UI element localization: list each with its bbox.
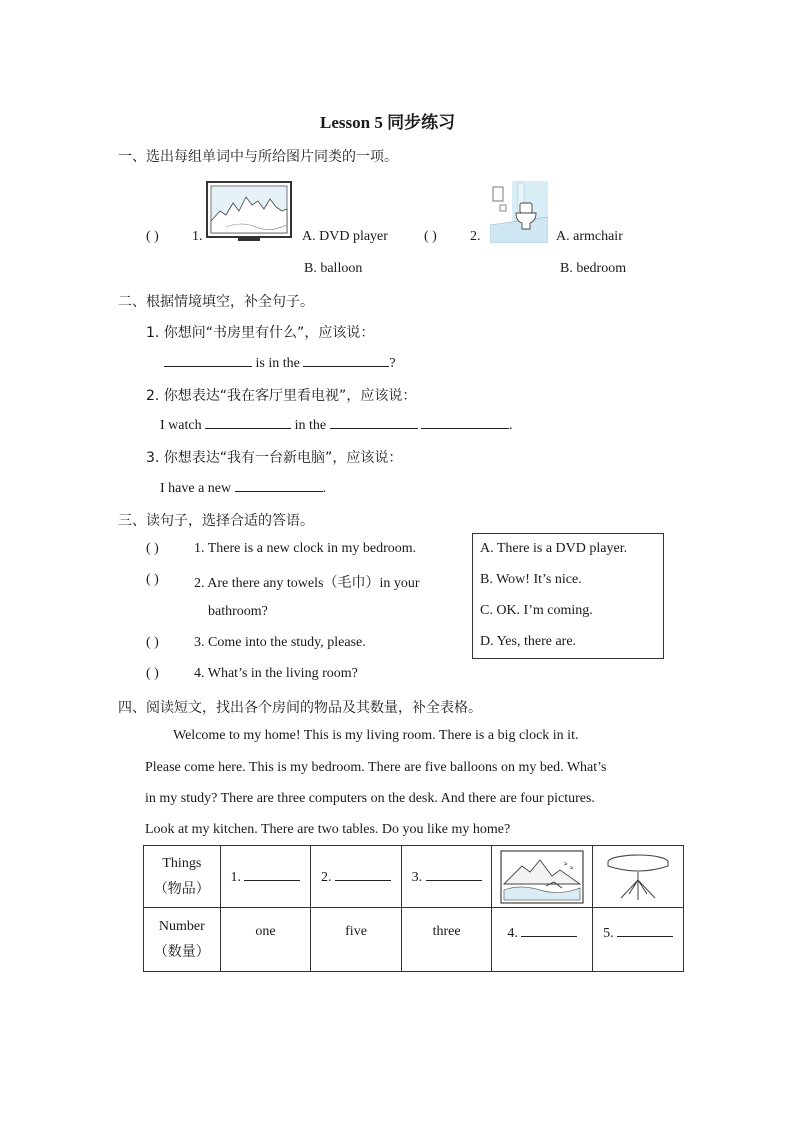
tv-picture — [206, 181, 292, 243]
passage-line-1: Welcome to my home! This is my living room. There is a big clock in it. — [173, 728, 579, 743]
answer-blank[interactable] — [205, 416, 291, 429]
blank-number: 4. — [507, 926, 518, 941]
number-header: Number — [158, 918, 205, 934]
table-cell — [220, 908, 311, 972]
q3-item-2: 2. Are there any towels（毛巾）in your — [194, 576, 420, 591]
q3-paren: ( ) — [146, 572, 159, 587]
q2-2-mid: in the — [294, 418, 327, 433]
table-cell — [401, 846, 492, 908]
picture-icon — [500, 850, 584, 904]
q1-1-option-a: A. DVD player — [302, 229, 388, 244]
passage-line-2: Please come here. This is my bedroom. There are five balloons on my bed. What’s — [145, 760, 607, 775]
q2-2-end: . — [509, 418, 513, 433]
answer-options-box — [472, 533, 664, 659]
q1-1-option-b: B. balloon — [304, 261, 363, 276]
page-title: Lesson 5 同步练习 — [320, 113, 456, 132]
table-icon — [603, 850, 673, 904]
answer-option-a: A. There is a DVD player. — [480, 541, 628, 556]
answer-blank[interactable] — [303, 354, 389, 367]
table-cell — [593, 846, 684, 908]
blank-number: 2. — [321, 869, 332, 885]
table-row — [144, 846, 684, 908]
answer-blank[interactable] — [426, 868, 482, 881]
number-header-cell — [144, 908, 221, 972]
q3-paren: ( ) — [146, 635, 159, 650]
bathroom-picture — [490, 181, 548, 243]
q2-2-prompt: 2. 你想表达“我在客厅里看电视”，应该说： — [146, 388, 417, 404]
section-2-heading: 二、根据情境填空，补全句子。 — [118, 294, 314, 310]
things-number-table — [143, 845, 684, 972]
q3-paren: ( ) — [146, 666, 159, 681]
q2-1-mid: is in the — [255, 356, 300, 371]
q3-paren: ( ) — [146, 541, 159, 556]
q2-3-start: I have a new — [160, 481, 232, 496]
q1-2-number: 2. — [470, 229, 481, 244]
table-cell — [311, 846, 402, 908]
answer-blank[interactable] — [164, 354, 252, 367]
number-value: five — [345, 924, 367, 939]
answer-blank[interactable] — [335, 868, 391, 881]
table-cell — [593, 908, 684, 972]
q1-2-paren: ( ) — [424, 229, 437, 244]
blank-number: 3. — [411, 869, 423, 885]
q1-2-option-b: B. bedroom — [560, 261, 627, 276]
answer-blank[interactable] — [235, 479, 323, 492]
q3-item-2-continued: bathroom? — [208, 604, 268, 619]
table-cell — [492, 908, 593, 972]
q1-1-paren: ( ) — [146, 229, 159, 244]
answer-option-c: C. OK. I’m coming. — [480, 603, 593, 618]
blank-number: 5. — [603, 926, 614, 941]
q2-3-prompt: 3. 你想表达“我有一台新电脑”，应该说： — [146, 450, 403, 466]
section-1-heading: 一、选出每组单词中与所给图片同类的一项。 — [118, 149, 398, 165]
number-value: three — [432, 924, 461, 939]
q3-item-4: 4. What’s in the living room? — [194, 666, 358, 681]
q2-2-sentence — [160, 416, 513, 434]
section-4-heading: 四、阅读短文，找出各个房间的物品及其数量，补全表格。 — [118, 700, 482, 716]
answer-blank[interactable] — [521, 924, 577, 937]
answer-blank[interactable] — [330, 416, 418, 429]
answer-blank[interactable] — [244, 868, 300, 881]
table-row — [144, 908, 684, 972]
table-cell — [492, 846, 593, 908]
q2-3-sentence — [160, 479, 326, 497]
table-cell — [311, 908, 402, 972]
table-cell — [401, 908, 492, 972]
q2-2-start: I watch — [160, 418, 202, 433]
q3-item-1: 1. There is a new clock in my bedroom. — [194, 541, 417, 556]
passage-line-4: Look at my kitchen. There are two tables. Do you like my home? — [145, 822, 511, 837]
answer-option-d: D. Yes, there are. — [480, 634, 577, 649]
table-cell — [220, 846, 311, 908]
things-header-cell — [144, 846, 221, 908]
q2-1-end: ? — [389, 356, 396, 371]
answer-blank[interactable] — [421, 416, 509, 429]
answer-option-b: B. Wow! It’s nice. — [480, 572, 582, 587]
number-header-cn: （数量） — [153, 943, 210, 960]
q1-1-number: 1. — [192, 229, 203, 244]
q1-2-option-a: A. armchair — [556, 229, 623, 244]
answer-blank[interactable] — [617, 924, 673, 937]
passage-line-3: in my study? There are three computers on the desk. And there are four pictures. — [145, 791, 595, 806]
section-3-heading: 三、读句子，选择合适的答语。 — [118, 513, 314, 529]
blank-number: 1. — [230, 869, 241, 885]
q2-1-prompt: 1. 你想问“书房里有什么”，应该说： — [146, 325, 375, 341]
q3-item-3: 3. Come into the study, please. — [194, 635, 366, 650]
number-value: one — [255, 924, 276, 939]
things-header-cn: （物品） — [153, 880, 210, 897]
q2-3-end: . — [322, 481, 327, 496]
q2-1-sentence — [164, 354, 396, 372]
things-header: Things — [162, 855, 202, 871]
